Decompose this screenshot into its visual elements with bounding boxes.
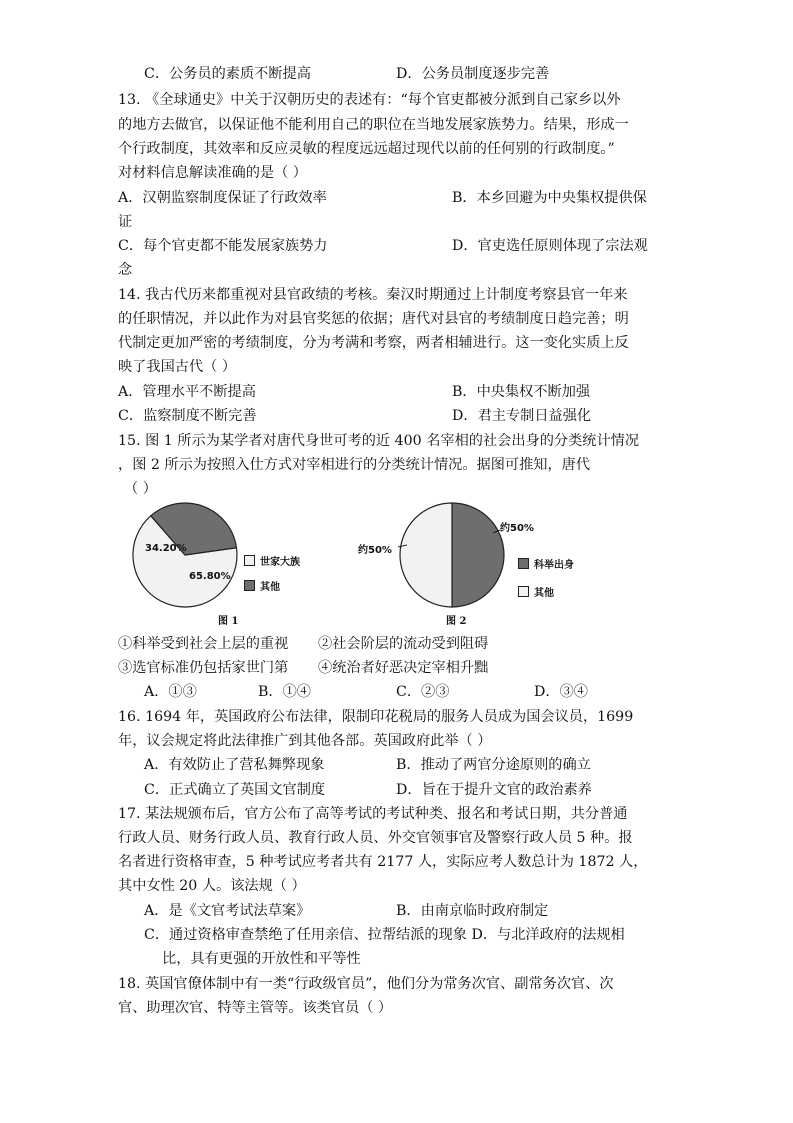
option-b-q13-wrap: 证 — [118, 214, 133, 230]
question-15-stem: （ ） — [124, 481, 157, 497]
option-a-q14: A．管理水平不断提高 — [118, 384, 256, 400]
pie-label-65-80: 65.80% — [189, 571, 231, 582]
option-c-q13: C．每个官吏都不能发展家族势力 — [118, 238, 328, 254]
question-17-line3: 名者进行资格审查，5 种考试应考者共有 2177 人，实际应考人数总计为 1872 人， — [118, 854, 648, 870]
option-d-q14: D．君主专制日益强化 — [452, 408, 592, 424]
option-a-q17: A．是《文官考试法草案》 — [144, 903, 311, 919]
option-d-q16: D．旨在于提升文官的政治素养 — [396, 782, 592, 798]
legend-swatch-light — [518, 586, 529, 597]
figure-1-pie-chart — [120, 498, 320, 628]
pie-slice-qita — [400, 503, 452, 607]
question-13-stem: 对材料信息解读准确的是（ ） — [118, 165, 307, 181]
option-b-q14: B．中央集权不断加强 — [452, 384, 591, 400]
legend-label: 世家大族 — [260, 557, 300, 568]
legend-item-shijiadazu — [244, 553, 300, 568]
question-14-line3: 代制定更加严密的考绩制度，分为考满和考察，两者相辅进行。这一变化实质上反 — [118, 335, 629, 351]
question-18-stem: 官、助理次官、特等主管等。该类官员（ ） — [118, 1000, 393, 1016]
pie-slice-kejuchushen — [452, 503, 504, 607]
option-d-q17-wrap: 比，具有更强的开放性和平等性 — [162, 951, 361, 967]
question-14-stem: 映了我国古代（ ） — [118, 359, 237, 375]
legend-item-kejuchushen — [518, 556, 574, 571]
legend-item-qita — [518, 584, 554, 599]
question-14-line2: 的任职情况，并以此作为对县官奖惩的依据；唐代对县官的考绩制度日趋完善；明 — [118, 311, 629, 327]
option-a-q13: A．汉朝监察制度保证了行政效率 — [118, 190, 327, 206]
figure-2-pie-chart — [350, 498, 620, 628]
legend-swatch-dark — [518, 558, 529, 569]
legend-item-qita — [244, 578, 280, 593]
question-15-line1: 15. 图 1 所示为某学者对唐代身世可考的近 400 名宰相的社会出身的分类统计情况 — [118, 433, 640, 449]
pie-label-34-20: 34.20% — [145, 543, 187, 554]
figure-1-caption: 图 1 — [218, 616, 239, 627]
legend-label: 科举出身 — [534, 560, 574, 571]
question-16-stem: 年，议会规定将此法律推广到其他各部。英国政府此举（ ） — [118, 733, 492, 749]
legend-label: 其他 — [260, 582, 280, 593]
legend-label: 其他 — [534, 588, 554, 599]
option-b-q17: B．由南京临时政府制定 — [396, 903, 549, 919]
option-a-q15: A．①③ — [144, 684, 197, 700]
option-c-q15: C．②③ — [396, 684, 450, 700]
question-13-line3: 个行政制度，其效率和反应灵敏的程度远远超过现代以前的任何别的行政制度。” — [118, 141, 615, 157]
question-15-line2: ，图 2 所示为按照入仕方式对宰相进行的分类统计情况。据图可推知，唐代 — [118, 457, 591, 473]
statement-3: ③选官标准仍包括家世门第 — [118, 660, 289, 676]
option-c-q14: C．监察制度不断完善 — [118, 408, 257, 424]
option-d-q13-wrap: 念 — [118, 262, 133, 278]
question-13-line1: 13. 《全球通史》中关于汉朝历史的表述有：“每个官吏都被分派到自己家乡以外 — [118, 92, 621, 108]
question-13-line2: 的地方去做官，以保证他不能利用自己的职位在当地发展家族势力。结果，形成一 — [118, 117, 629, 133]
option-c-q16: C．正式确立了英国文官制度 — [144, 782, 326, 798]
question-17-line2: 行政人员、财务行政人员、教育行政人员、外交官领事官及警察行政人员 5 种。报 — [118, 830, 633, 846]
option-b-q13: B．本乡回避为中央集权提供保 — [452, 190, 647, 206]
statement-2: ②社会阶层的流动受到阻碍 — [318, 636, 489, 652]
option-c-q12: C．公务员的素质不断提高 — [144, 66, 311, 82]
question-17-stem: 其中女性 20 人。该法规（ ） — [118, 878, 306, 894]
statement-1: ①科举受到社会上层的重视 — [118, 636, 289, 652]
question-14-line1: 14. 我古代历来都重视对县官政绩的考核。秦汉时期通过上计制度考察县官一年来 — [118, 287, 628, 303]
question-16-line1: 16. 1694 年，英国政府公布法律，限制印花税局的服务人员成为国会议员，1699 — [118, 709, 634, 725]
pie-label-left: 约50% — [358, 545, 392, 556]
legend-swatch-light — [244, 555, 255, 566]
option-d-q12: D．公务员制度逐步完善 — [396, 66, 550, 82]
option-b-q15: B．①④ — [258, 684, 311, 700]
legend-swatch-dark — [244, 580, 255, 591]
option-c-d-q17: C．通过资格审查禁绝了任用亲信、拉帮结派的现象 D．与北洋政府的法规相 — [144, 927, 625, 943]
question-18-line1: 18. 英国官僚体制中有一类“行政级官员”，他们分为常务次官、副常务次官、次 — [118, 976, 614, 992]
option-d-q13: D．官吏选任原则体现了宗法观 — [452, 238, 648, 254]
option-a-q16: A．有效防止了营私舞弊现象 — [144, 757, 325, 773]
option-b-q16: B．推动了两官分途原则的确立 — [396, 757, 591, 773]
option-d-q15: D．③④ — [534, 684, 588, 700]
question-17-line1: 17. 某法规颁布后，官方公布了高等考试的考试种类、报名和考试日期，共分普通 — [118, 806, 628, 822]
statement-4: ④统治者好恶决定宰相升黜 — [318, 660, 489, 676]
figure-1-pie-svg — [130, 500, 240, 610]
figure-2-caption: 图 2 — [446, 616, 467, 627]
pie-label-right: 约50% — [500, 523, 534, 534]
